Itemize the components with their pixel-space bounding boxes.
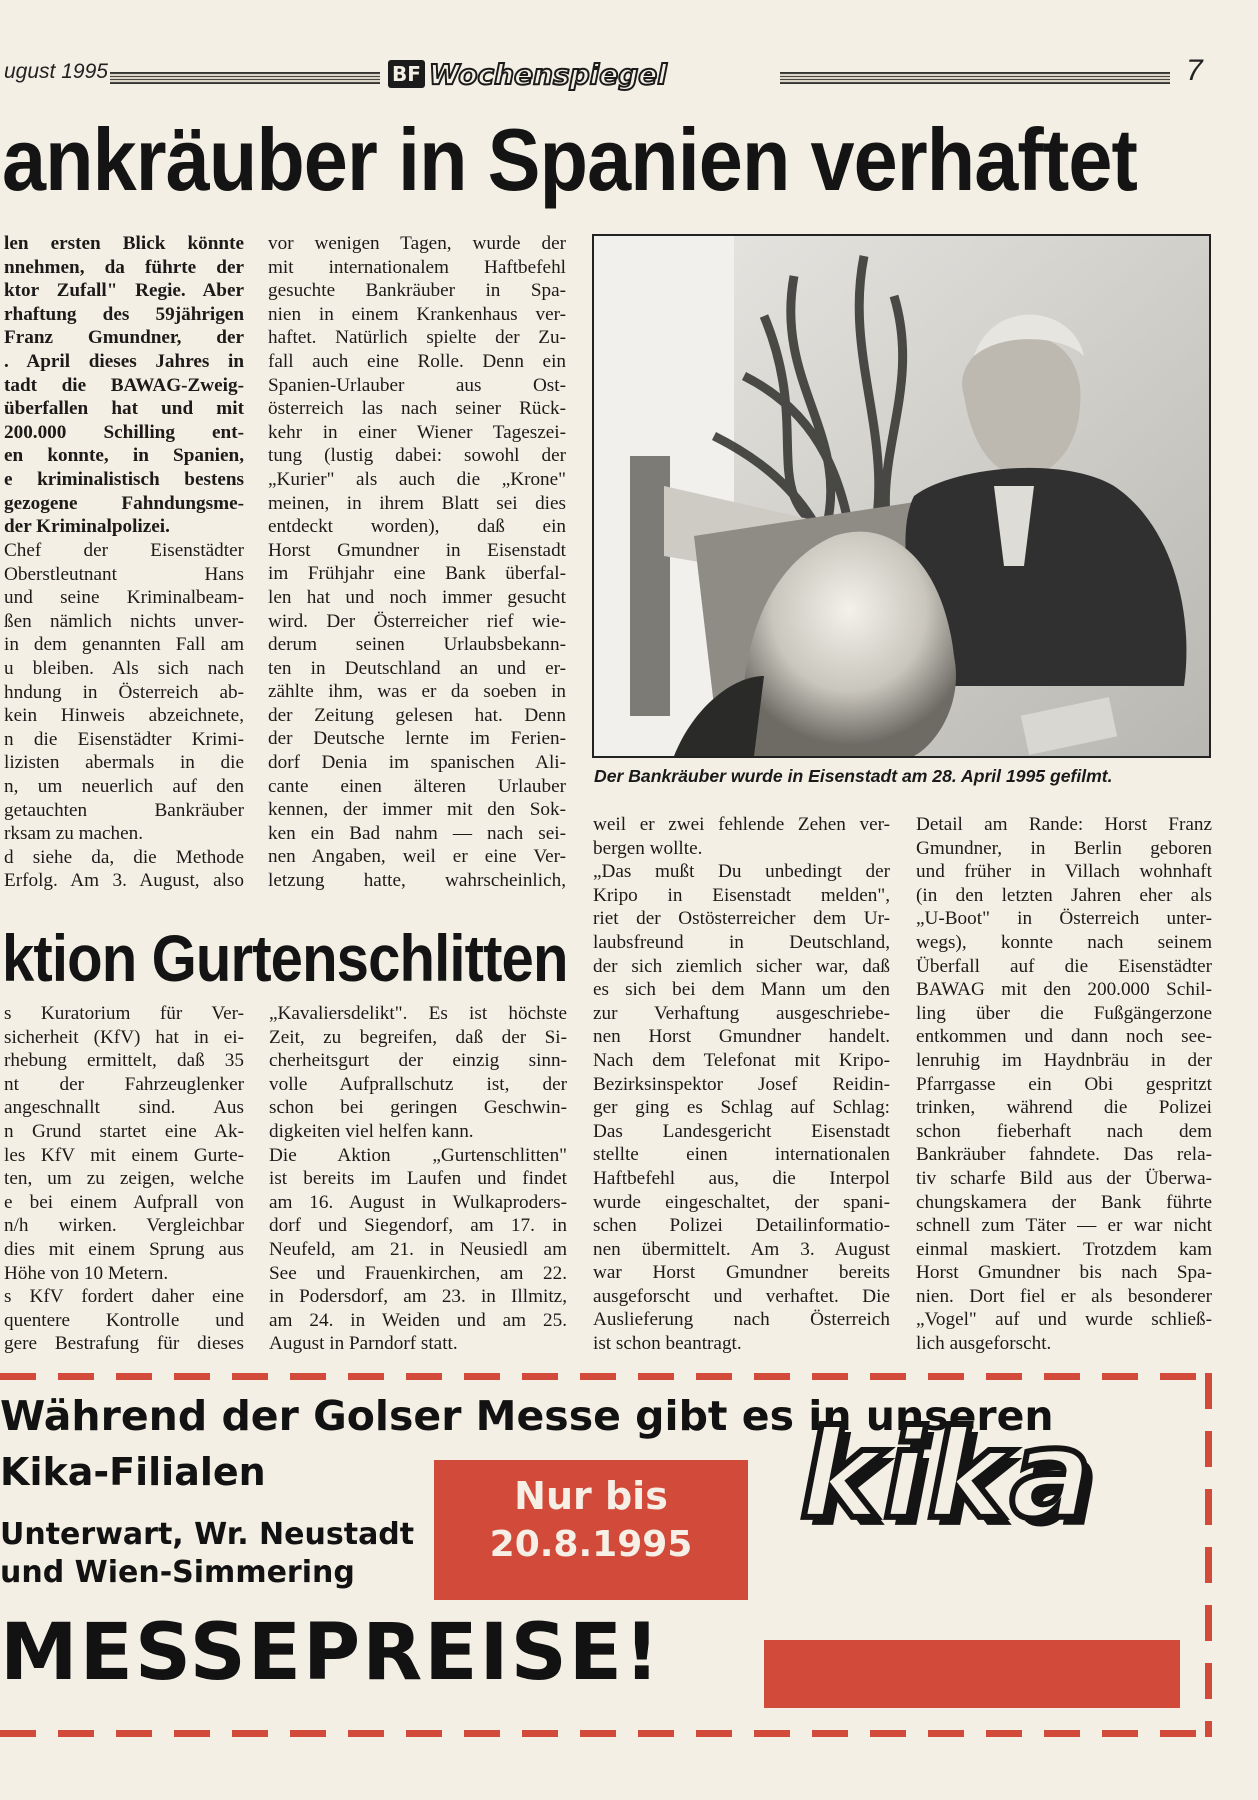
ad-border-bottom [0,1730,1215,1737]
text-line: Franz Gmundner, der [4,327,244,349]
text-line: „Vogel" auf und wurde schließ- [916,1309,1212,1331]
text-line: d siehe da, die Methode [4,846,244,868]
text-line: ßen nämlich nichts unver- [4,610,244,632]
text-line: ken ein Bad nahm — nach sei- [268,822,566,844]
text-line: cante einen älteren Urlauber [268,775,566,797]
header-rule-left [110,72,380,84]
text-line: wurde eingeschaltet, der spani- [593,1191,890,1213]
text-line: einmal maskiert. Trotzdem kam [916,1238,1212,1260]
text-line: derum seinen Urlaubsbekann- [268,634,566,656]
page-number: 7 [1186,54,1203,87]
article1-col2 [268,232,566,893]
text-line: am 16. August in Wulkaproders- [269,1191,567,1213]
text-line: Oberstleutnant Hans [4,563,244,585]
text-line: schen Polizei Detailinformatio- [593,1215,890,1237]
article1-col1-body [4,539,244,893]
text-line: 200.000 Schilling ent- [4,421,244,443]
article1-headline: ankräuber in Spanien verhaftet [2,110,1137,209]
text-line: Nach dem Telefonat mit Kripo- [593,1049,890,1071]
text-line: chungskamera der Bank führte [916,1191,1212,1213]
issue-date: ugust 1995 [4,60,108,83]
text-line: angeschnallt sind. Aus [4,1097,244,1119]
text-line: tiv scharfe Bild aus der Überwa- [916,1167,1212,1189]
text-line: lich ausgeforscht. [916,1333,1052,1355]
text-line: am 24. in Weiden und am 25. [269,1309,567,1331]
ad-red-bar [764,1640,1180,1708]
text-line: „Kurier" als auch die „Krone" [268,468,566,490]
text-line: bergen wollte. [593,837,703,859]
text-line: les KfV mit einem Gurte- [4,1144,244,1166]
text-line: dorf Denia im spanischen Ali- [268,752,566,774]
text-line: digkeiten viel helfen kann. [269,1120,474,1142]
text-line: „U-Boot" in Österreich unter- [916,908,1212,930]
text-line: entkommen und dann noch see- [916,1026,1212,1048]
text-line: ten in Deutschland an und er- [268,657,566,679]
article1-lead [4,232,244,539]
text-line: August in Parndorf statt. [269,1333,458,1355]
text-line: volle Aufprallschutz ist, der [269,1073,567,1095]
text-line: Überfall auf die Eisenstädter [916,955,1212,977]
text-line: n, um neuerlich auf den [4,775,244,797]
text-line: zählte ihm, was er da soeben in [268,681,566,703]
text-line: Detail am Rande: Horst Franz [916,814,1212,835]
text-line: schon fieberhaft nach dem [916,1120,1212,1142]
ad-border-right [1205,1373,1212,1737]
text-line: Gmundner, in Berlin geboren [916,837,1212,859]
masthead-logo-text: Wochenspiegel [428,58,667,91]
text-line: es sich bei dem Mann um den [593,979,890,1001]
text-line: laubsfreund in Deutschland, [593,931,890,953]
text-line: lizisten abermals in die [4,752,244,774]
article2-col1 [4,1002,244,1356]
text-line: s KfV fordert daher eine [4,1286,244,1308]
text-line: n/h wirken. Vergleichbar [4,1215,244,1237]
text-line: n die Eisenstädter Krimi- [4,728,244,750]
text-line: ling über die Fußgängerzone [916,1002,1212,1024]
text-line: Bankräuber fahndete. Das rela- [916,1144,1212,1166]
ad-locations-line1: Unterwart, Wr. Neustadt [0,1517,415,1552]
text-line: Höhe von 10 Metern. [4,1262,169,1284]
text-line: war Horst Gmundner bereits [593,1262,890,1284]
text-line: quentere Kontrolle und [4,1309,244,1331]
ad-subheadline: Kika-Filialen [0,1450,266,1494]
text-line: ktor Zufall" Regie. Aber [4,280,244,302]
text-line: stellte einen internationalen [593,1144,890,1166]
text-line: „Kavaliersdelikt". Es ist höchste [269,1003,567,1024]
text-line: wird. Der Österreicher rief wie- [268,610,566,632]
text-line: Horst Gmundner bis nach Spa- [916,1262,1212,1284]
text-line: Das Landesgericht Eisenstadt [593,1120,890,1142]
ad-promo-line2: 20.8.1995 [489,1524,693,1565]
text-line: nen übermittelt. Am 3. August [593,1238,890,1260]
text-line: sicherheit (KfV) hat in ei- [4,1026,244,1048]
advertisement [0,1362,1258,1800]
text-line: schon bei geringen Geschwin- [269,1097,567,1119]
text-line: ist schon beantragt. [593,1333,742,1355]
text-line: im Frühjahr eine Bank überfal- [268,563,566,585]
text-line: Auslieferung nach Österreich [593,1309,890,1331]
text-line: Erfolg. Am 3. August, also [4,870,244,892]
ad-promo-line1: Nur bis [514,1474,668,1518]
text-line: BAWAG mit den 200.000 Schil- [916,979,1212,1001]
text-line: meinen, in ihrem Blatt sei dies [268,492,566,514]
text-line: n Grund startet eine Ak- [4,1120,244,1142]
text-line: Pfarrgasse ein Obi gespritzt [916,1073,1212,1095]
text-line: Horst Gmundner in Eisenstadt [268,539,566,561]
text-line: nnehmen, da führte der [4,256,244,278]
text-line: gezogene Fahndungsme- [4,492,244,514]
text-line: österreich las nach seiner Rück- [268,398,566,420]
text-line: riet der Ostösterreicher dem Ur- [593,908,890,930]
text-line: wegs), konnte nach seinem [916,931,1212,953]
ad-locations-line2: und Wien-Simmering [0,1555,355,1590]
ad-promo-box [434,1460,748,1600]
text-line: kehr in einer Wiener Tageszei- [268,421,566,443]
text-line: Spanien-Urlauber aus Ost- [268,374,566,396]
text-line: Haftbefehl aus, die Interpol [593,1167,890,1189]
text-line: der sich ziemlich sicher war, daß [593,955,890,977]
text-line: ausgeforscht und verhaftet. Die [593,1285,890,1307]
text-line: Kripo in Eisenstadt melden", [593,884,890,906]
text-line: getauchten Bankräuber [4,799,244,821]
text-line: nien. Dort fiel er als besonderer [916,1285,1212,1307]
text-line: vor wenigen Tagen, wurde der [268,233,566,254]
article1-col4 [916,813,1212,1356]
text-line: fall auch eine Rolle. Denn ein [268,350,566,372]
text-line: e bei einem Aufprall von [4,1191,244,1213]
text-line: der Kriminalpolizei. [4,516,170,538]
text-line: Bezirksinspektor Josef Reidin- [593,1073,890,1095]
text-line: ist bereits im Laufen und findet [269,1168,567,1190]
text-line: „Das mußt Du unbedingt der [593,861,890,883]
kika-logo: kika [800,1404,1095,1546]
text-line: lenruhig im Haydnbräu in der [916,1049,1212,1071]
text-line: letzung hatte, wahrscheinlich, [268,870,566,892]
text-line: e kriminalistisch bestens [4,468,244,490]
photo-caption: Der Bankräuber wurde in Eisenstadt am 28. April 1995 gefilmt. [594,766,1113,786]
text-line: kein Hinweis abzeichnete, [4,705,244,727]
ad-border-top [0,1373,1215,1380]
text-line: ger ging es Schlag auf Schlag: [593,1097,890,1119]
masthead-logo-box: BF [388,60,425,88]
article2-col2 [269,1002,567,1356]
text-line: s Kuratorium für Ver- [4,1003,244,1024]
text-line: gesuchte Bankräuber in Spa- [268,280,566,302]
text-line: Die Aktion „Gurtenschlitten" [269,1144,567,1166]
header-rule-right [780,72,1170,84]
article2-headline: ktion Gurtenschlitten [2,921,568,995]
text-line: hndung in Österreich ab- [4,681,244,703]
text-line: und früher in Villach wohnhaft [916,861,1212,883]
text-line: . April dieses Jahres in [4,350,244,372]
text-line: zur Verhaftung ausgeschriebe- [593,1002,890,1024]
text-line: dies mit einem Sprung aus [4,1238,244,1260]
masthead-logo [388,58,776,94]
text-line: und seine Kriminalbeam- [4,587,244,609]
text-line: der Zeitung gelesen hat. Denn [268,704,566,726]
text-line: dorf und Siegendorf, am 17. in [269,1215,567,1237]
text-line: (in den letzten Jahren eher als [916,884,1212,906]
text-line: rhebung ermittelt, daß 35 [4,1050,244,1072]
text-line: trinken, während die Polizei [916,1097,1212,1119]
text-line: in Podersdorf, am 23. in Illmitz, [269,1286,567,1308]
text-line: tadt die BAWAG-Zweig- [4,374,244,396]
text-line: entdeckt worden), daß ein [268,516,566,538]
text-line: schnell zum Täter — er war nicht [916,1215,1212,1237]
text-line: rhaftung des 59jährigen [4,303,244,325]
text-line: nien in einem Krankenhaus ver- [268,303,566,325]
text-line: tung (lustig dabei: sowohl der [268,445,566,467]
text-line: en konnte, in Spanien, [4,445,244,467]
news-photo [592,234,1211,758]
text-line: See und Frauenkirchen, am 22. [269,1262,567,1284]
article1-col3 [593,813,890,1356]
text-line: mit internationalem Haftbefehl [268,256,566,278]
text-line: rksam zu machen. [4,823,144,845]
text-line: len hat und noch immer gesucht [268,586,566,608]
ad-headline: Während der Golser Messe gibt es in unseren [0,1392,1054,1440]
text-line: der Deutsche lernte im Ferien- [268,728,566,750]
text-line: cherheitsgurt der einzig sinn- [269,1050,567,1072]
text-line: weil er zwei fehlende Zehen ver- [593,814,890,835]
text-line: Neufeld, am 21. in Neusiedl am [269,1238,567,1260]
text-line: u bleiben. Als sich nach [4,657,244,679]
text-line: nen Angaben, weil er eine Ver- [268,846,566,868]
text-line: überfallen hat und mit [4,398,244,420]
text-line: nen Horst Gmundner handelt. [593,1026,890,1048]
text-line: ten, um zu zeigen, welche [4,1168,244,1190]
text-line: haftet. Natürlich spielte der Zu- [268,327,566,349]
ad-slogan: MESSEPREISE! [0,1608,662,1698]
text-line: Zeit, zu begreifen, daß der Si- [269,1026,567,1048]
text-line: Chef der Eisenstädter [4,540,244,561]
text-line: len ersten Blick könnte [4,233,244,254]
text-line: kennen, der immer mit den Sok- [268,799,566,821]
text-line: nt der Fahrzeuglenker [4,1073,244,1095]
text-line: in dem genannten Fall am [4,634,244,656]
text-line: gere Bestrafung für dieses [4,1333,244,1355]
